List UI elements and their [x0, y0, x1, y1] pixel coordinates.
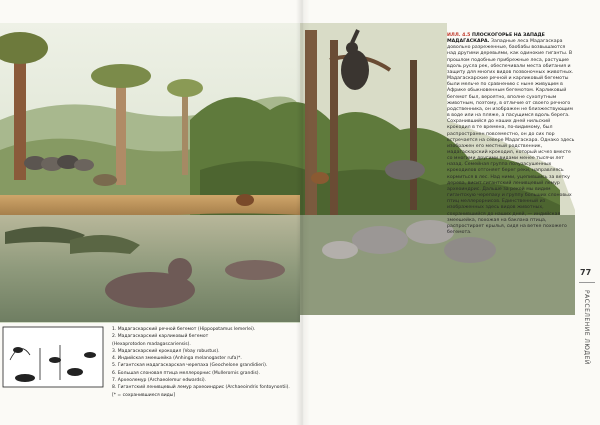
figure-label: ИЛЛ. 4.5 — [447, 33, 471, 38]
legend-item: 3. Мадагаскарский крокодил (Voay robustus). — [112, 348, 220, 354]
legend-item: 2. Мадагаскарский карликовый бегемот — [112, 334, 209, 340]
legend-list — [112, 326, 312, 399]
legend-item: 8. Гигантский ленивцевый лемур археоиндрис (Archaeoindris fontoynontii). — [112, 385, 290, 391]
legend-item: 5. Гигантская мадагаскарская черепаха (Geochelone grandidieri). — [112, 363, 268, 369]
legend-item: 7. Археолемур (Archaeolemur edwardsi). — [112, 378, 207, 384]
caption-block — [447, 33, 575, 236]
margin-rule — [579, 282, 595, 283]
page-number: 77 — [580, 268, 592, 277]
key-diagram — [3, 327, 103, 387]
legend-item: 1. Мадагаскарский речной бегемот (Hippopotamus lemerlei). — [112, 327, 256, 332]
legend-note: [* = сохранившиеся виды] — [112, 392, 176, 398]
legend-item: 6. Большая слоновая птица меллерорнис (Mullerornis grandis). — [112, 370, 260, 376]
running-head: РАССЕЛЕНИЕ ЛЮДЕЙ — [583, 290, 590, 365]
caption-body: Западные леса Мадагаскара довольно разреженные, баобабы возвышаются над другими деревьями, как одинокие гиганты. В прошлом подобные прибрежные леса, растущие вдоль русла рек, обеспечивали места обитания и защиту для многих видов позвоночных животных. Мадагаскарские речной и карликовый бегемоты были мельче по сравнению с ныне живущим в Африке обыкновенным бегемотом. Карликовый бегемот был, вероятно, вполне сухопутным животным, поэтому, в отличие от своего речного родственника, он изображен не близжествующим в воде или на пляже, а пасущимся вдоль берега. Сохранившийся до наших дней нильский крокодил в те времена, по-видимому, был распространен повсеместно, он до сих пор встречается на севере Мадагаскара. Однако здесь изображен его местный родственник, мадагаскарский крокодил, который исчез вместе со многими другими видами менее тысячи лет назад. Семейная группа полузасушенных крокодилов отгоняет берег реки, направляясь кормиться в лес. Над ними, уцепившись за ветку дерева, висит гигантский ленивцевый лемур археоиндрис. Дальше за рекой мы видим гигантскую черепаху и группу больших слоновых птиц меллерорнисов. Единственный из изображенных здесь видов животных, сохранившийся до наших дней, — индийская змеешейка, похожая на баклана птица, распростирает крылья, сидя на ветке похожего бегемота. — [447, 39, 575, 235]
giant-tortoise — [93, 174, 117, 186]
hippo-river-mid — [225, 260, 285, 280]
caption-title: ПЛОСКОГОРЬЕ НА ЗАПАДЕ МАДАГАСКАРА. — [447, 33, 545, 45]
legend-item: (Hexaprotodon madagascariensis). — [112, 341, 191, 347]
legend-item: 4. Индийская змеешейка (Anhinga melanogaster rufa)*. — [112, 356, 242, 362]
